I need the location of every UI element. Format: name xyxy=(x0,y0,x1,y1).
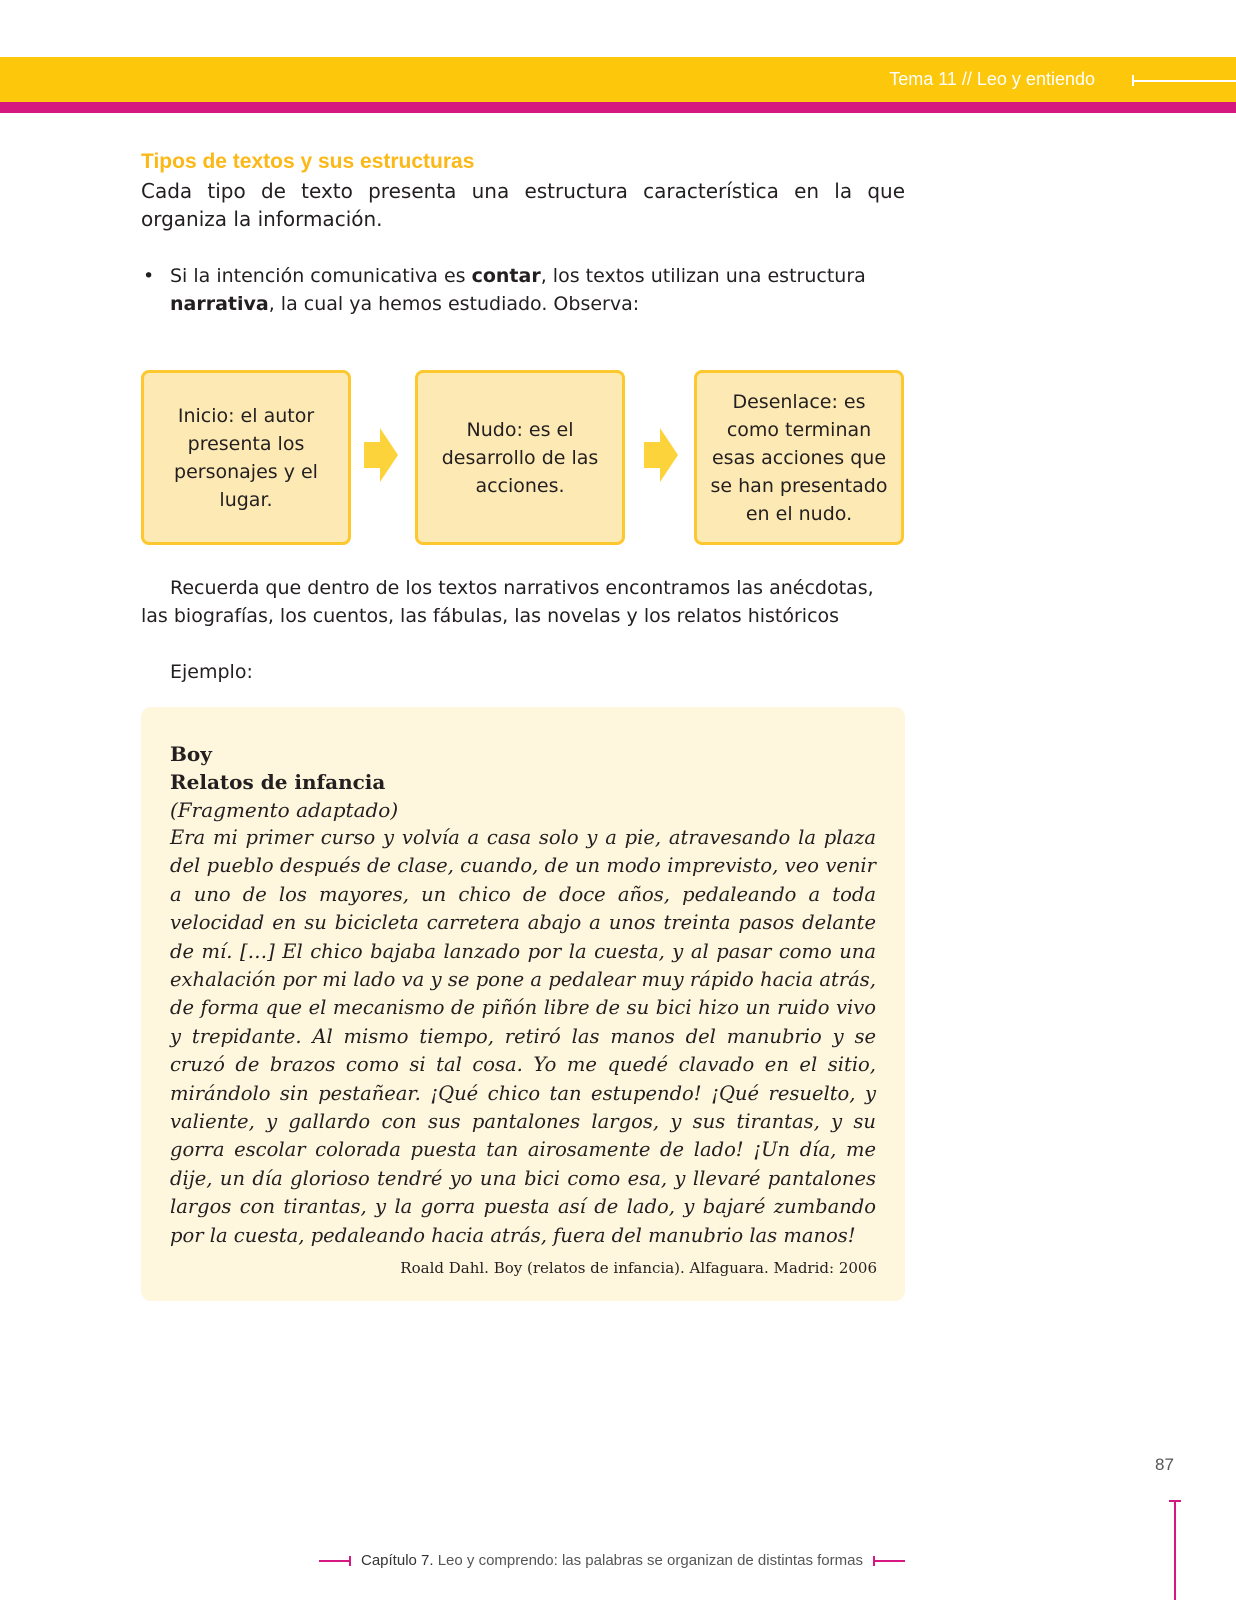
bullet-text-1: Si la intención comunicativa es xyxy=(170,265,472,287)
footer-mark-left xyxy=(319,1556,351,1566)
example-source: Roald Dahl. Boy (relatos de infancia). Alfaguara. Madrid: 2006 xyxy=(400,1259,877,1277)
example-subtitle: Relatos de infancia xyxy=(170,770,386,794)
header-label: Tema 11 // Leo y entiendo xyxy=(889,69,1095,89)
example-content xyxy=(170,740,876,1250)
diagram-box-nudo: Nudo: es el desarrollo de las acciones. xyxy=(415,370,625,545)
ejemplo-label: Ejemplo: xyxy=(170,661,253,683)
diagram-box-inicio: Inicio: el autor presenta los personajes y el lugar. xyxy=(141,370,351,545)
footer-text xyxy=(361,1552,863,1569)
arrow-right-icon xyxy=(364,428,398,482)
bullet-text-2: , los textos utilizan una estructura xyxy=(540,265,866,287)
section-intro: Cada tipo de texto presenta una estructura característica en la que organiza la información. xyxy=(141,179,905,231)
footer-mark-right xyxy=(873,1556,905,1566)
header-stripe xyxy=(0,102,1236,113)
bullet-bold-narrativa: narrativa xyxy=(170,293,269,315)
bullet-bold-contar: contar xyxy=(471,265,541,287)
bullet-marker: • xyxy=(143,265,155,287)
section-title: Tipos de textos y sus estructuras xyxy=(141,150,475,173)
footer-chapter: Capítulo 7. xyxy=(361,1552,434,1569)
header-line xyxy=(1132,80,1236,82)
footer-title: Leo y comprendo: las palabras se organizan de distintas formas xyxy=(433,1552,863,1569)
example-note: (Fragmento adaptado) xyxy=(170,798,399,822)
example-body: Era mi primer curso y volvía a casa solo y a pie, atravesando la plaza del pueblo después de clase, cuando, de un modo imprevisto, veo venir a uno de los mayores, un chico de doce años, pedaleando a toda velocidad en su bicicleta carretera abajo a unos treinta pasos delante de mí. […] El chico bajaba lanzado por la cuesta, y al pasar como una exhalación por mi lado va y se pone a pedalear muy rápido hacia atrás, de forma que el mecanismo de piñón libre de su bici hizo un ruido vivo y trepidante. Al mismo tiempo, retiró las manos del manubrio y se cruzó de brazos como si tal cosa. Yo me quedé clavado en el sitio, mirándolo sin pestañear. ¡Qué chico tan estupendo! ¡Qué resuelto, y valiente, y gallardo con sus pantalones largos, y sus tirantas, y su gorra escolar colorada puesta tan airosamente de lado! ¡Un día, me dije, un día glorioso tendré yo una bici como esa, y llevaré pantalones largos con tirantas, y la gorra puesta así de lado, y bajaré zumbando por la cuesta, pedaleando hacia atrás, fuera del manubrio las manos! xyxy=(170,826,876,1247)
arrow-right-icon xyxy=(644,428,678,482)
page-number: 87 xyxy=(1155,1455,1174,1474)
footer xyxy=(319,1552,905,1569)
bullet-text-3: , la cual ya hemos estudiado. Observa: xyxy=(268,293,640,315)
diagram-box-desenlace: Desenlace: es como terminan esas acciones que se han presentado en el nudo. xyxy=(694,370,904,545)
example-box xyxy=(141,707,905,1301)
bullet-item xyxy=(141,262,905,318)
side-line xyxy=(1174,1500,1176,1600)
recuerda-paragraph: Recuerda que dentro de los textos narrativos encontramos las anécdotas, las biografías, los cuentos, las fábulas, las novelas y los relatos históricos xyxy=(141,577,874,627)
example-title: Boy xyxy=(170,742,212,766)
